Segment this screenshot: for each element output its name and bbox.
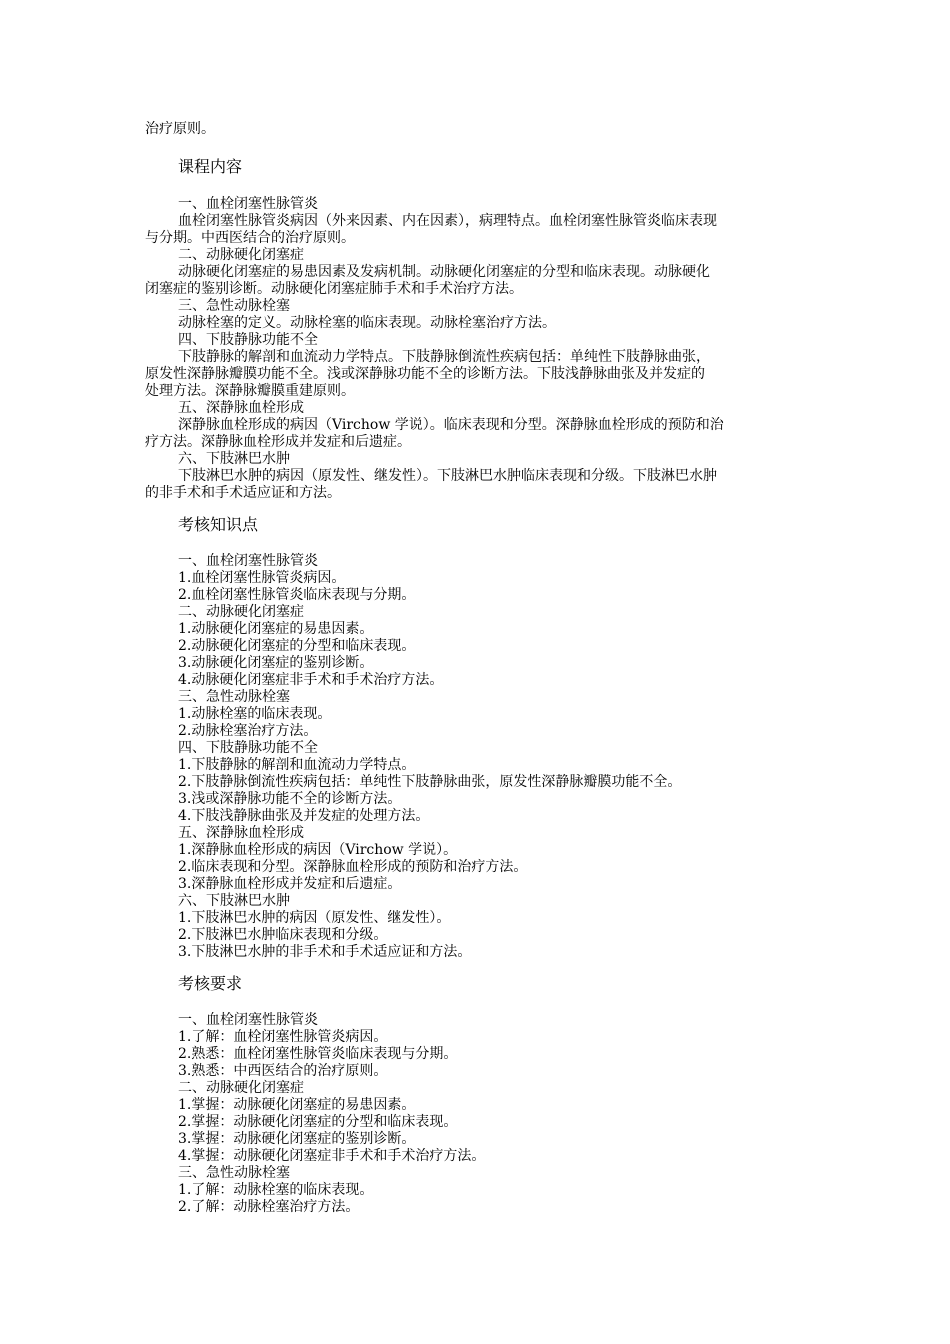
req-item: 2.熟悉：血栓闭塞性脉管炎临床表现与分期。 xyxy=(178,1046,458,1062)
req-item: 1.了解：血栓闭塞性脉管炎病因。 xyxy=(178,1029,388,1045)
course-section-text: 深静脉血栓形成的病因（Virchow 学说）。临床表现和分型。深静脉血栓形成的预防和治 xyxy=(178,417,724,433)
kp-section-heading: 一、血栓闭塞性脉管炎 xyxy=(178,553,318,569)
req-section-heading: 二、动脉硬化闭塞症 xyxy=(178,1080,304,1096)
course-section-text: 动脉栓塞的定义。动脉栓塞的临床表现。动脉栓塞治疗方法。 xyxy=(178,315,556,331)
kp-item: 1.下肢静脉的解剖和血流动力学特点。 xyxy=(178,757,416,773)
kp-item: 3.深静脉血栓形成并发症和后遗症。 xyxy=(178,876,402,892)
req-item: 1.了解：动脉栓塞的临床表现。 xyxy=(178,1182,374,1198)
course-section-text: 原发性深静脉瓣膜功能不全。浅或深静脉功能不全的诊断方法。下肢浅静脉曲张及并发症的 xyxy=(145,366,705,382)
course-section-text: 处理方法。深静脉瓣膜重建原则。 xyxy=(145,383,355,399)
kp-section-heading: 六、下肢淋巴水肿 xyxy=(178,893,290,909)
course-content-heading: 课程内容 xyxy=(178,157,243,176)
kp-item: 4.下肢浅静脉曲张及并发症的处理方法。 xyxy=(178,808,430,824)
course-section-heading: 三、急性动脉栓塞 xyxy=(178,298,290,314)
kp-section-heading: 三、急性动脉栓塞 xyxy=(178,689,290,705)
req-item: 3.熟悉：中西医结合的治疗原则。 xyxy=(178,1063,388,1079)
kp-item: 2.下肢淋巴水肿临床表现和分级。 xyxy=(178,927,388,943)
kp-section-heading: 四、下肢静脉功能不全 xyxy=(178,740,318,756)
kp-item: 3.浅或深静脉功能不全的诊断方法。 xyxy=(178,791,402,807)
kp-item: 3.动脉硬化闭塞症的鉴别诊断。 xyxy=(178,655,374,671)
kp-item: 1.动脉硬化闭塞症的易患因素。 xyxy=(178,621,374,637)
course-section-heading: 五、深静脉血栓形成 xyxy=(178,400,304,416)
req-item: 3.掌握：动脉硬化闭塞症的鉴别诊断。 xyxy=(178,1131,416,1147)
course-section-heading: 一、血栓闭塞性脉管炎 xyxy=(178,196,318,212)
req-section-heading: 三、急性动脉栓塞 xyxy=(178,1165,290,1181)
knowledge-points-heading: 考核知识点 xyxy=(178,515,259,534)
kp-item: 1.血栓闭塞性脉管炎病因。 xyxy=(178,570,346,586)
course-section-heading: 四、下肢静脉功能不全 xyxy=(178,332,318,348)
intro-tail-text: 治疗原则。 xyxy=(145,121,215,137)
course-section-heading: 六、下肢淋巴水肿 xyxy=(178,451,290,467)
req-item: 1.掌握：动脉硬化闭塞症的易患因素。 xyxy=(178,1097,416,1113)
kp-item: 2.临床表现和分型。深静脉血栓形成的预防和治疗方法。 xyxy=(178,859,528,875)
course-section-text: 闭塞症的鉴别诊断。动脉硬化闭塞症肺手术和手术治疗方法。 xyxy=(145,281,523,297)
course-section-heading: 二、动脉硬化闭塞症 xyxy=(178,247,304,263)
req-item: 4.掌握：动脉硬化闭塞症非手术和手术治疗方法。 xyxy=(178,1148,486,1164)
req-item: 2.了解：动脉栓塞治疗方法。 xyxy=(178,1199,360,1215)
kp-item: 4.动脉硬化闭塞症非手术和手术治疗方法。 xyxy=(178,672,444,688)
course-section-text: 下肢静脉的解剖和血流动力学特点。下肢静脉倒流性疾病包括：单纯性下肢静脉曲张， xyxy=(178,349,710,365)
kp-section-heading: 五、深静脉血栓形成 xyxy=(178,825,304,841)
req-section-heading: 一、血栓闭塞性脉管炎 xyxy=(178,1012,318,1028)
course-section-text: 与分期。中西医结合的治疗原则。 xyxy=(145,230,355,246)
course-section-text: 疗方法。深静脉血栓形成并发症和后遗症。 xyxy=(145,434,411,450)
kp-item: 3.下肢淋巴水肿的非手术和手术适应证和方法。 xyxy=(178,944,472,960)
course-section-text: 血栓闭塞性脉管炎病因（外来因素、内在因素），病理特点。血栓闭塞性脉管炎临床表现 xyxy=(178,213,717,229)
course-section-text: 下肢淋巴水肿的病因（原发性、继发性）。下肢淋巴水肿临床表现和分级。下肢淋巴水肿 xyxy=(178,468,717,484)
kp-item: 1.动脉栓塞的临床表现。 xyxy=(178,706,332,722)
kp-item: 1.下肢淋巴水肿的病因（原发性、继发性）。 xyxy=(178,910,451,926)
kp-item: 2.血栓闭塞性脉管炎临床表现与分期。 xyxy=(178,587,416,603)
kp-item: 1.深静脉血栓形成的病因（Virchow 学说）。 xyxy=(178,842,458,858)
course-section-text: 的非手术和手术适应证和方法。 xyxy=(145,485,341,501)
course-section-text: 动脉硬化闭塞症的易患因素及发病机制。动脉硬化闭塞症的分型和临床表现。动脉硬化 xyxy=(178,264,710,280)
requirements-heading: 考核要求 xyxy=(178,974,243,993)
kp-item: 2.下肢静脉倒流性疾病包括：单纯性下肢静脉曲张，原发性深静脉瓣膜功能不全。 xyxy=(178,774,682,790)
kp-item: 2.动脉栓塞治疗方法。 xyxy=(178,723,318,739)
kp-item: 2.动脉硬化闭塞症的分型和临床表现。 xyxy=(178,638,416,654)
kp-section-heading: 二、动脉硬化闭塞症 xyxy=(178,604,304,620)
req-item: 2.掌握：动脉硬化闭塞症的分型和临床表现。 xyxy=(178,1114,458,1130)
